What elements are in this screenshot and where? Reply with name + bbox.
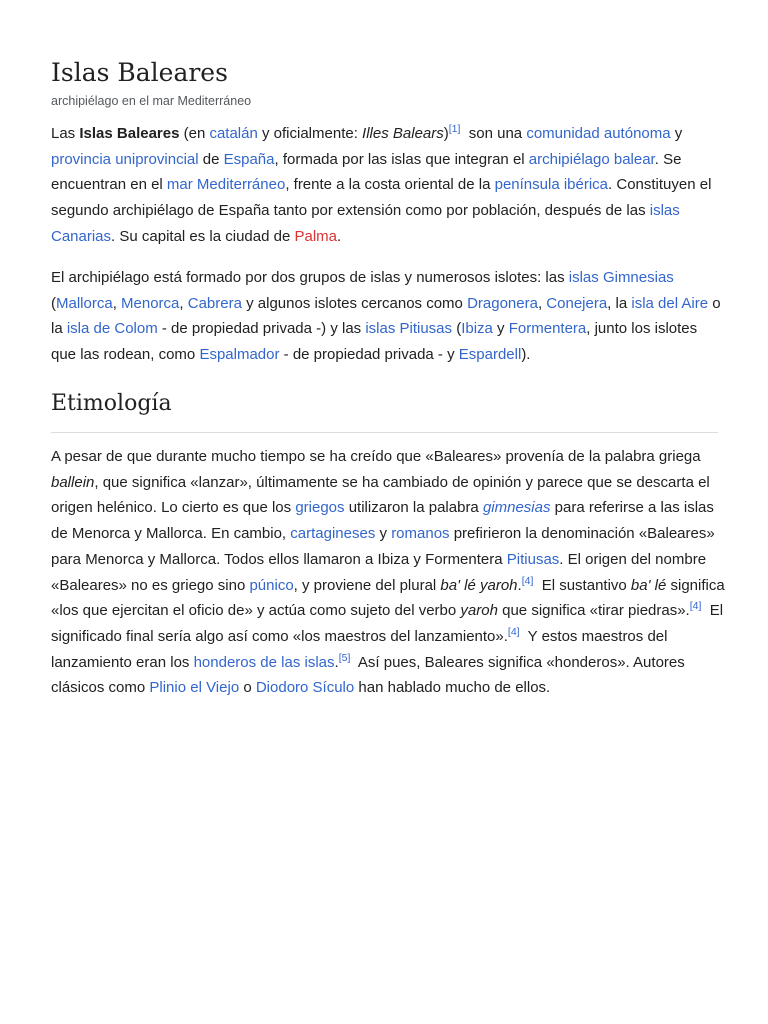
link-pitiusas[interactable]: Pitiusas xyxy=(506,550,560,568)
text: prefirieron la denominación «Baleares» xyxy=(449,525,715,543)
link-gimnesias[interactable]: gimnesias xyxy=(482,499,551,517)
text: . xyxy=(334,653,339,671)
text: y xyxy=(492,320,509,338)
link-peninsula-iberica[interactable]: península ibérica xyxy=(494,176,609,194)
link-punico[interactable]: púnico xyxy=(249,576,294,594)
link-provincia-uniprovincial[interactable]: provincia uniprovincial xyxy=(51,150,199,168)
text: , xyxy=(179,294,188,312)
text: , xyxy=(537,294,547,312)
groups-paragraph xyxy=(51,265,721,368)
link-conejera[interactable]: Conejera xyxy=(546,294,608,312)
link-comunidad-autonoma[interactable]: comunidad autónoma xyxy=(526,125,671,142)
text: de Menorca y Mallorca. En cambio, xyxy=(51,525,291,543)
text: «los que ejercitan el oficio de» y actúa como sujeto del verbo xyxy=(51,602,461,620)
text: El sustantivo xyxy=(533,576,631,594)
text: . Su capital es la ciudad de xyxy=(111,227,295,245)
text: ) xyxy=(443,125,449,142)
text: para Menorca y Mallorca. Todos ellos llamaron a Ibiza y Formentera xyxy=(51,550,507,568)
text: . xyxy=(517,576,522,594)
link-honderos[interactable]: honderos de las islas xyxy=(193,653,335,671)
reference-5[interactable]: [5] xyxy=(338,651,351,664)
link-cartagineses[interactable]: cartagineses xyxy=(290,525,376,543)
link-mallorca[interactable]: Mallorca xyxy=(56,294,113,312)
link-archipielago-balear[interactable]: archipiélago balear xyxy=(528,150,655,168)
text: - de propiedad privada -) y las xyxy=(157,320,366,338)
italic-term: ballein xyxy=(51,473,95,491)
text: El archipiélago está formado por dos grupos de islas y numerosos islotes: las xyxy=(51,269,569,286)
intro-paragraph xyxy=(51,121,718,250)
text: - de propiedad privada - y xyxy=(279,346,459,364)
link-mar-mediterraneo[interactable]: mar Mediterráneo xyxy=(166,176,286,194)
link-catalan[interactable]: catalán xyxy=(209,125,258,142)
text: , que significa «lanzar», últimamente se ha cambiado de opinión y parece que se descarta el xyxy=(94,473,710,491)
text: significado final sería algo así como «los maestros del lanzamiento». xyxy=(51,627,508,645)
text: , junto los islotes xyxy=(586,320,698,338)
italic-term: ba' lé xyxy=(630,576,667,594)
link-islas-pitiusas[interactable]: islas Pitiusas xyxy=(365,320,453,338)
section-divider xyxy=(51,432,718,433)
link-palma-redlink[interactable]: Palma xyxy=(294,227,338,245)
text: , y proviene del plural xyxy=(293,576,441,594)
link-romanos[interactable]: romanos xyxy=(391,525,450,543)
text: utilizaron la palabra xyxy=(344,499,483,517)
etymology-paragraph xyxy=(51,444,725,701)
text: , la xyxy=(607,294,632,312)
text: . El origen del nombre xyxy=(559,550,707,568)
text: , frente a la costa oriental de la xyxy=(285,176,495,194)
text: . Constituyen el xyxy=(608,176,712,194)
text: y oficialmente: xyxy=(257,125,363,142)
link-isla-de-colom[interactable]: isla de Colom xyxy=(66,320,158,338)
link-espalmador[interactable]: Espalmador xyxy=(199,346,280,364)
text: (en xyxy=(179,125,210,142)
text: y algunos islotes cercanos como xyxy=(241,294,468,312)
text: El xyxy=(701,602,724,620)
text: origen helénico. Lo cierto es que los xyxy=(51,499,296,517)
text: lanzamiento eran los xyxy=(51,653,194,671)
text: la xyxy=(51,320,67,338)
link-espana[interactable]: España xyxy=(223,150,275,168)
text: . xyxy=(337,227,342,245)
text: A pesar de que durante mucho tiempo se ha creído que «Baleares» provenía de la palabra griega xyxy=(51,448,701,465)
link-menorca[interactable]: Menorca xyxy=(121,294,180,312)
text: que significa «tirar piedras». xyxy=(497,602,690,620)
link-isla-del-aire[interactable]: isla del Aire xyxy=(631,294,709,312)
reference-4[interactable]: [4] xyxy=(521,574,534,587)
text: o xyxy=(239,679,256,697)
text: , formada por las islas que integran el xyxy=(274,150,529,168)
text: «Baleares» no es griego sino xyxy=(51,576,250,594)
link-dragonera[interactable]: Dragonera xyxy=(467,294,538,312)
text: segundo archipiélago de España tanto por extensión como por población, después de las xyxy=(51,202,650,220)
text: han hablado mucho de ellos. xyxy=(354,679,551,697)
text: ( xyxy=(51,294,56,312)
text: , xyxy=(112,294,122,312)
italic-term: yaroh xyxy=(460,602,498,620)
link-islas-canarias[interactable]: islas xyxy=(649,202,680,220)
page-title: Islas Baleares xyxy=(51,58,228,87)
link-islas-gimnesias[interactable]: islas Gimnesias xyxy=(568,269,674,286)
text: ). xyxy=(521,346,531,364)
text: encuentran en el xyxy=(51,176,167,194)
link-cabrera[interactable]: Cabrera xyxy=(187,294,242,312)
link-griegos[interactable]: griegos xyxy=(295,499,345,517)
reference-4[interactable]: [4] xyxy=(507,625,520,638)
reference-1[interactable]: [1] xyxy=(448,123,461,135)
bold-term: Islas Baleares xyxy=(79,125,180,142)
link-espardell[interactable]: Espardell xyxy=(458,346,522,364)
link-diodoro-siculo[interactable]: Diodoro Sículo xyxy=(255,679,355,697)
link-islas-canarias-cont[interactable]: Canarias xyxy=(51,227,112,245)
text: de xyxy=(198,150,224,168)
text: Así pues, Baleares significa «honderos». Autores xyxy=(350,653,685,671)
text: . Se xyxy=(654,150,682,168)
text: clásicos como xyxy=(51,679,150,697)
text: o xyxy=(708,294,721,312)
link-formentera[interactable]: Formentera xyxy=(508,320,587,338)
text: para referirse a las islas xyxy=(550,499,714,517)
text: significa xyxy=(666,576,725,594)
reference-4[interactable]: [4] xyxy=(689,600,702,613)
text: Y estos maestros del xyxy=(519,627,668,645)
link-plinio-el-viejo[interactable]: Plinio el Viejo xyxy=(149,679,240,697)
italic-term: Illes Balears xyxy=(362,125,444,142)
text: ( xyxy=(452,320,462,338)
text: y xyxy=(375,525,392,543)
link-ibiza[interactable]: Ibiza xyxy=(461,320,493,338)
section-heading-etimologia: Etimología xyxy=(51,391,172,416)
text: y xyxy=(670,125,683,142)
text: Las xyxy=(51,125,80,142)
italic-term: ba' lé yaroh xyxy=(440,576,518,594)
page-subtitle: archipiélago en el mar Mediterráneo xyxy=(51,94,252,108)
text: son una xyxy=(460,125,527,142)
text: que las rodean, como xyxy=(51,346,200,364)
